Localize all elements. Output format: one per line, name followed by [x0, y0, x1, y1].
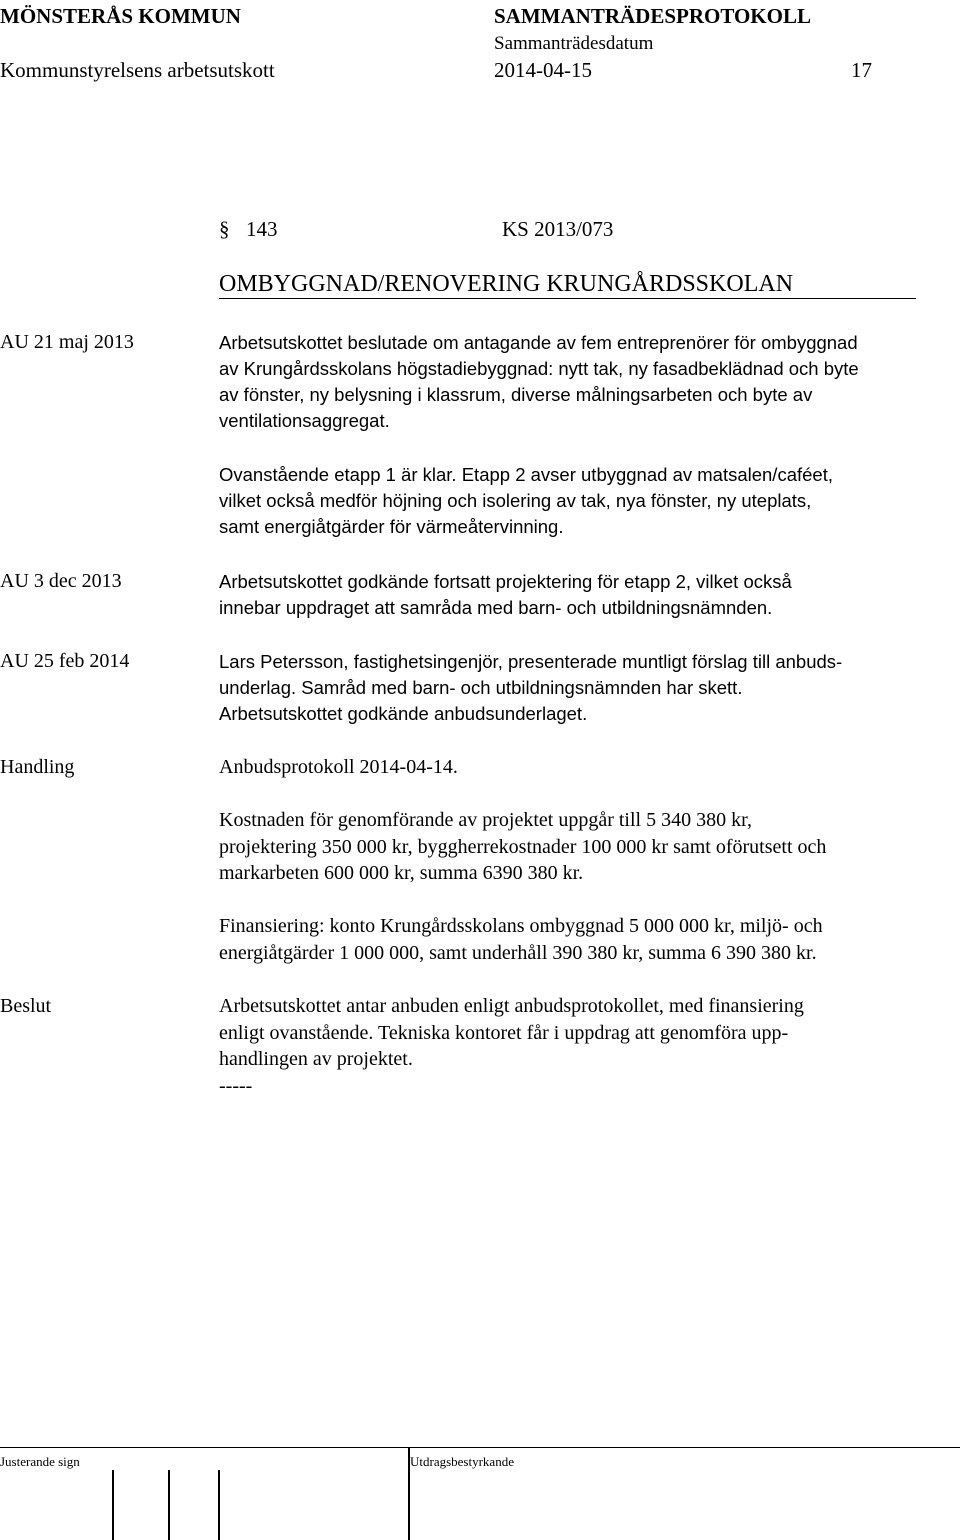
text-line: samt energiåtgärder för värmeåtervinning.	[219, 516, 564, 537]
text-line: markarbeten 600 000 kr, summa 6390 380 kr.	[219, 862, 584, 884]
item-number: 143	[246, 217, 278, 241]
municipality-name: MÖNSTERÅS KOMMUN	[0, 4, 241, 28]
text-line: Kostnaden för genomförande av projektet uppgår till 5 340 380 kr,	[219, 809, 752, 831]
text-line: Arbetsutskottet beslutade om antagande av fem entreprenörer för ombyggnad	[219, 332, 858, 353]
end-mark: -----	[219, 1074, 253, 1097]
date-label: Sammanträdesdatum	[494, 33, 654, 54]
signature-box-divider	[168, 1470, 170, 1540]
cost-paragraph	[219, 807, 939, 887]
entry-text	[219, 330, 939, 434]
entry-date-label: AU 25 feb 2014	[0, 650, 130, 672]
text-line: energiåtgärder 1 000 000, samt underhåll 390 380 kr, summa 6 390 380 kr.	[219, 941, 817, 964]
section-sign: §	[219, 217, 230, 241]
text-line: ventilationsaggregat.	[219, 410, 390, 431]
entry-text	[219, 569, 939, 621]
page-number: 17	[851, 58, 872, 82]
text-span: Ovanstående etapp 1 är klar.	[219, 464, 457, 485]
footer-extract-label: Utdragsbestyrkande	[410, 1454, 514, 1469]
item-heading	[219, 216, 278, 242]
signature-box-divider	[112, 1470, 114, 1540]
text-line: enligt ovanstående. Tekniska kontoret får i uppdrag att genomföra upp-	[219, 1021, 789, 1044]
entry-date-label: AU 3 dec 2013	[0, 570, 122, 592]
text-line: av fönster, ny belysning i klassrum, diverse målningsarbeten och byte av	[219, 384, 813, 405]
text-line: Arbetsutskottet godkände anbudsunderlaget.	[219, 703, 588, 724]
text-line: handlingen av projektet.	[219, 1048, 413, 1070]
footer-rule	[0, 1447, 960, 1448]
footer-sign-label: Justerande sign	[0, 1454, 80, 1469]
text-line: Arbetsutskottet antar anbuden enligt anbudsprotokollet, med finansiering	[219, 995, 804, 1017]
entry-text	[219, 649, 939, 727]
text-line: Arbetsutskottet godkände fortsatt projektering för etapp 2, vilket också	[219, 571, 792, 592]
financing-paragraph	[219, 913, 939, 966]
text-line: vilket också medför höjning och isolering av tak, nya fönster, ny uteplats,	[219, 490, 812, 511]
text-line: av Krungårdsskolans högstadiebyggnad: nytt tak, ny fasadbeklädnad och byte	[219, 358, 859, 379]
signature-box-divider	[218, 1470, 220, 1540]
decision-label: Beslut	[0, 995, 52, 1017]
text-span: Samråd med barn- och utbildningsnämnden har skett.	[301, 677, 743, 698]
item-title: OMBYGGNAD/RENOVERING KRUNGÅRDSSKOLAN	[219, 271, 794, 297]
stage-paragraph	[219, 462, 939, 540]
footer-column-divider	[408, 1447, 410, 1540]
case-number: KS 2013/073	[502, 217, 614, 241]
handling-text: Anbudsprotokoll 2014-04-14.	[219, 756, 458, 778]
title-rule	[219, 298, 916, 299]
text-line: innebar uppdraget att samråda med barn- och utbildningsnämnden.	[219, 597, 773, 618]
text-line: Lars Petersson, fastighetsingenjör, presenterade muntligt förslag till anbuds-	[219, 651, 843, 672]
text-line: projektering 350 000 kr, byggherrekostnader 100 000 kr samt oförutsett och	[219, 835, 827, 858]
handling-label: Handling	[0, 756, 75, 778]
text-span: Etapp 2 avser utbyggnad av matsalen/caféet,	[461, 464, 833, 485]
meeting-date: 2014-04-15	[494, 58, 592, 82]
text-span: underlag.	[219, 677, 297, 698]
decision-text	[219, 993, 939, 1099]
text-line: Finansiering: konto Krungårdsskolans ombyggnad 5 000 000 kr, miljö- och	[219, 915, 823, 937]
entry-date-label: AU 21 maj 2013	[0, 331, 134, 353]
document-type: SAMMANTRÄDESPROTOKOLL	[494, 4, 811, 28]
committee-name: Kommunstyrelsens arbetsutskott	[0, 58, 275, 82]
